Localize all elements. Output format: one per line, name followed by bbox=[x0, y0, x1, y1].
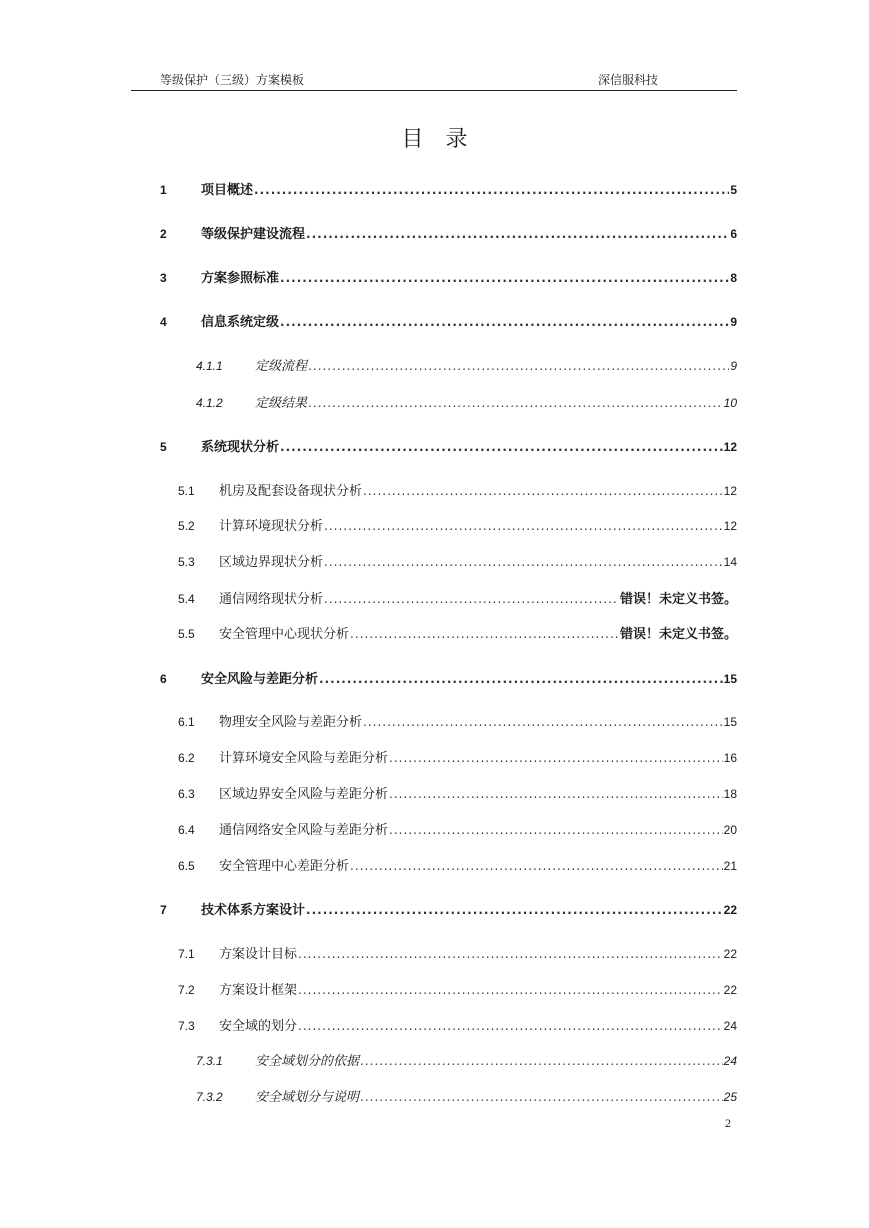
toc-entry[interactable] bbox=[0, 748, 869, 768]
toc-entry-line bbox=[219, 748, 737, 769]
toc-entry-number: 7.2 bbox=[178, 983, 195, 997]
dot-leader bbox=[319, 669, 723, 689]
toc-entry-label: 项目概述 bbox=[201, 183, 254, 198]
toc-entry-page: 14 bbox=[723, 555, 737, 569]
toc-entry-page: 6 bbox=[730, 227, 737, 241]
toc-entry-line bbox=[255, 1051, 737, 1072]
dot-leader bbox=[360, 1087, 723, 1107]
toc-entry-line bbox=[201, 312, 737, 333]
toc-entry-page: 20 bbox=[723, 823, 737, 837]
toc-entry[interactable] bbox=[0, 944, 869, 964]
toc-entry-label: 安全管理中心现状分析 bbox=[219, 627, 350, 642]
toc-entry-label: 安全管理中心差距分析 bbox=[219, 859, 350, 874]
toc-entry-number: 5.2 bbox=[178, 519, 195, 533]
toc-entry-label: 安全域划分与说明 bbox=[255, 1090, 360, 1105]
toc-entry-number: 5 bbox=[160, 440, 167, 454]
toc-entry-label: 系统现状分析 bbox=[201, 440, 280, 455]
toc-entry[interactable] bbox=[0, 1016, 869, 1036]
toc-entry-page: 9 bbox=[730, 315, 737, 329]
toc-entry-line bbox=[219, 481, 737, 502]
toc-entry-line bbox=[255, 1087, 737, 1108]
toc-entry-page: 24 bbox=[723, 1019, 737, 1033]
toc-entry[interactable] bbox=[0, 1087, 869, 1107]
toc-entry-number: 4.1.1 bbox=[196, 359, 223, 373]
toc-entry[interactable] bbox=[0, 856, 869, 876]
toc-entry-label: 通信网络安全风险与差距分析 bbox=[219, 823, 389, 838]
toc-entry-line bbox=[219, 820, 737, 841]
toc-entry-page: 15 bbox=[723, 672, 737, 686]
toc-entry-number: 6 bbox=[160, 672, 167, 686]
toc-entry-number: 7.3 bbox=[178, 1019, 195, 1033]
dot-leader bbox=[280, 312, 729, 332]
toc-entry-line bbox=[201, 180, 737, 201]
toc-entry[interactable] bbox=[0, 624, 869, 644]
toc-entry[interactable] bbox=[0, 224, 869, 244]
toc-entry-line bbox=[219, 944, 737, 965]
toc-entry[interactable] bbox=[0, 180, 869, 200]
toc-entry-line bbox=[255, 393, 737, 414]
toc-entry-number: 6.2 bbox=[178, 751, 195, 765]
toc-entry-label: 方案设计框架 bbox=[219, 983, 298, 998]
toc-entry-label: 安全域划分的依据 bbox=[255, 1054, 360, 1069]
toc-entry[interactable] bbox=[0, 516, 869, 536]
toc-entry-page: 21 bbox=[723, 859, 737, 873]
dot-leader bbox=[306, 224, 729, 244]
dot-leader bbox=[389, 784, 723, 804]
page-header bbox=[131, 66, 737, 91]
dot-leader bbox=[280, 268, 729, 288]
toc-entry-label: 定级结果 bbox=[255, 396, 308, 411]
toc-entry[interactable] bbox=[0, 481, 869, 501]
toc-entry-label: 计算环境现状分析 bbox=[219, 519, 324, 534]
toc-entry-number: 4 bbox=[160, 315, 167, 329]
toc-entry-label: 方案参照标准 bbox=[201, 271, 280, 286]
toc-entry-number: 4.1.2 bbox=[196, 396, 223, 410]
toc-entry-label: 计算环境安全风险与差距分析 bbox=[219, 751, 389, 766]
toc-entry-line bbox=[219, 552, 737, 573]
dot-leader bbox=[350, 856, 723, 876]
toc-entry[interactable] bbox=[0, 900, 869, 920]
toc-entry-label: 安全域的划分 bbox=[219, 1019, 298, 1034]
toc-entry-number: 7.3.2 bbox=[196, 1090, 223, 1104]
toc-entry-line bbox=[219, 856, 737, 877]
toc-entry[interactable] bbox=[0, 712, 869, 732]
toc-entry-line bbox=[219, 1016, 737, 1037]
toc-entry-page: 24 bbox=[723, 1054, 737, 1068]
toc-entry[interactable] bbox=[0, 980, 869, 1000]
toc-entry-page: 12 bbox=[723, 519, 737, 533]
toc-entry-page: 错误！未定义书签。 bbox=[619, 627, 737, 642]
toc-entry-page: 16 bbox=[723, 751, 737, 765]
toc-entry-page: 错误！未定义书签。 bbox=[619, 592, 737, 607]
toc-entry-label: 技术体系方案设计 bbox=[201, 903, 306, 918]
toc-entry-line bbox=[255, 356, 737, 377]
toc-entry-page: 8 bbox=[730, 271, 737, 285]
toc-entry-number: 5.4 bbox=[178, 592, 195, 606]
toc-entry[interactable] bbox=[0, 784, 869, 804]
toc-entry-page: 12 bbox=[723, 440, 737, 454]
toc-entry-line bbox=[219, 712, 737, 733]
toc-entry-label: 安全风险与差距分析 bbox=[201, 672, 319, 687]
toc-entry-number: 6.3 bbox=[178, 787, 195, 801]
toc-entry-number: 5.3 bbox=[178, 555, 195, 569]
toc-entry[interactable] bbox=[0, 552, 869, 572]
dot-leader bbox=[363, 481, 723, 501]
toc-entry-page: 9 bbox=[730, 359, 737, 373]
toc-entry-line bbox=[201, 437, 737, 458]
toc-entry-line bbox=[219, 589, 737, 610]
toc-entry-label: 信息系统定级 bbox=[201, 315, 280, 330]
toc-entry[interactable] bbox=[0, 437, 869, 457]
toc-entry-label: 区域边界现状分析 bbox=[219, 555, 324, 570]
dot-leader bbox=[363, 712, 723, 732]
dot-leader bbox=[298, 1016, 723, 1036]
toc-entry-page: 25 bbox=[723, 1090, 737, 1104]
toc-entry-label: 定级流程 bbox=[255, 359, 308, 374]
toc-entry-page: 10 bbox=[723, 396, 737, 410]
dot-leader bbox=[324, 552, 723, 572]
dot-leader bbox=[324, 589, 619, 609]
toc-entry-number: 2 bbox=[160, 227, 167, 241]
dot-leader bbox=[298, 944, 723, 964]
toc-entry-line bbox=[219, 980, 737, 1001]
toc-entry[interactable] bbox=[0, 356, 869, 376]
toc-entry-line bbox=[201, 268, 737, 289]
toc-entry-page: 18 bbox=[723, 787, 737, 801]
toc-entry[interactable] bbox=[0, 1051, 869, 1071]
toc-entry-number: 1 bbox=[160, 183, 167, 197]
toc-entry[interactable] bbox=[0, 589, 869, 609]
dot-leader bbox=[308, 393, 723, 413]
dot-leader bbox=[254, 180, 729, 200]
toc-entry[interactable] bbox=[0, 393, 869, 413]
toc-entry[interactable] bbox=[0, 268, 869, 288]
toc-entry-line bbox=[219, 624, 737, 645]
page-number: 2 bbox=[725, 1116, 731, 1130]
toc-entry-label: 方案设计目标 bbox=[219, 947, 298, 962]
toc-entry-number: 7.3.1 bbox=[196, 1054, 223, 1068]
toc-entry-page: 12 bbox=[723, 484, 737, 498]
toc-entry-line bbox=[201, 224, 737, 245]
dot-leader bbox=[306, 900, 723, 920]
toc-entry[interactable] bbox=[0, 820, 869, 840]
toc-entry-number: 3 bbox=[160, 271, 167, 285]
toc-entry-number: 6.5 bbox=[178, 859, 195, 873]
dot-leader bbox=[280, 437, 723, 457]
toc-entry-page: 22 bbox=[723, 983, 737, 997]
toc-entry-label: 通信网络现状分析 bbox=[219, 592, 324, 607]
toc-entry-line bbox=[219, 516, 737, 537]
toc-entry-line bbox=[201, 669, 737, 690]
toc-entry-number: 6.4 bbox=[178, 823, 195, 837]
toc-entry-line bbox=[219, 784, 737, 805]
toc-entry-number: 5.5 bbox=[178, 627, 195, 641]
toc-entry-page: 22 bbox=[723, 947, 737, 961]
toc-entry-label: 区域边界安全风险与差距分析 bbox=[219, 787, 389, 802]
dot-leader bbox=[308, 356, 729, 376]
toc-entry[interactable] bbox=[0, 669, 869, 689]
dot-leader bbox=[389, 748, 723, 768]
toc-entry-number: 7 bbox=[160, 903, 167, 917]
header-company: 深信服科技 bbox=[598, 73, 659, 87]
toc-entry-number: 6.1 bbox=[178, 715, 195, 729]
toc-entry-label: 等级保护建设流程 bbox=[201, 227, 306, 242]
toc-entry-number: 7.1 bbox=[178, 947, 195, 961]
toc-entry-page: 15 bbox=[723, 715, 737, 729]
toc-entry-number: 5.1 bbox=[178, 484, 195, 498]
dot-leader bbox=[389, 820, 723, 840]
toc-entry-label: 机房及配套设备现状分析 bbox=[219, 484, 363, 499]
toc-entry-page: 5 bbox=[730, 183, 737, 197]
dot-leader bbox=[324, 516, 723, 536]
header-doc-title: 等级保护（三级）方案模板 bbox=[160, 73, 305, 87]
dot-leader bbox=[298, 980, 723, 1000]
toc-entry-page: 22 bbox=[723, 903, 737, 917]
dot-leader bbox=[360, 1051, 723, 1071]
dot-leader bbox=[350, 624, 619, 644]
toc-title: 目录 bbox=[401, 127, 490, 152]
toc-entry[interactable] bbox=[0, 312, 869, 332]
toc-entry-label: 物理安全风险与差距分析 bbox=[219, 715, 363, 730]
toc-entry-line bbox=[201, 900, 737, 921]
